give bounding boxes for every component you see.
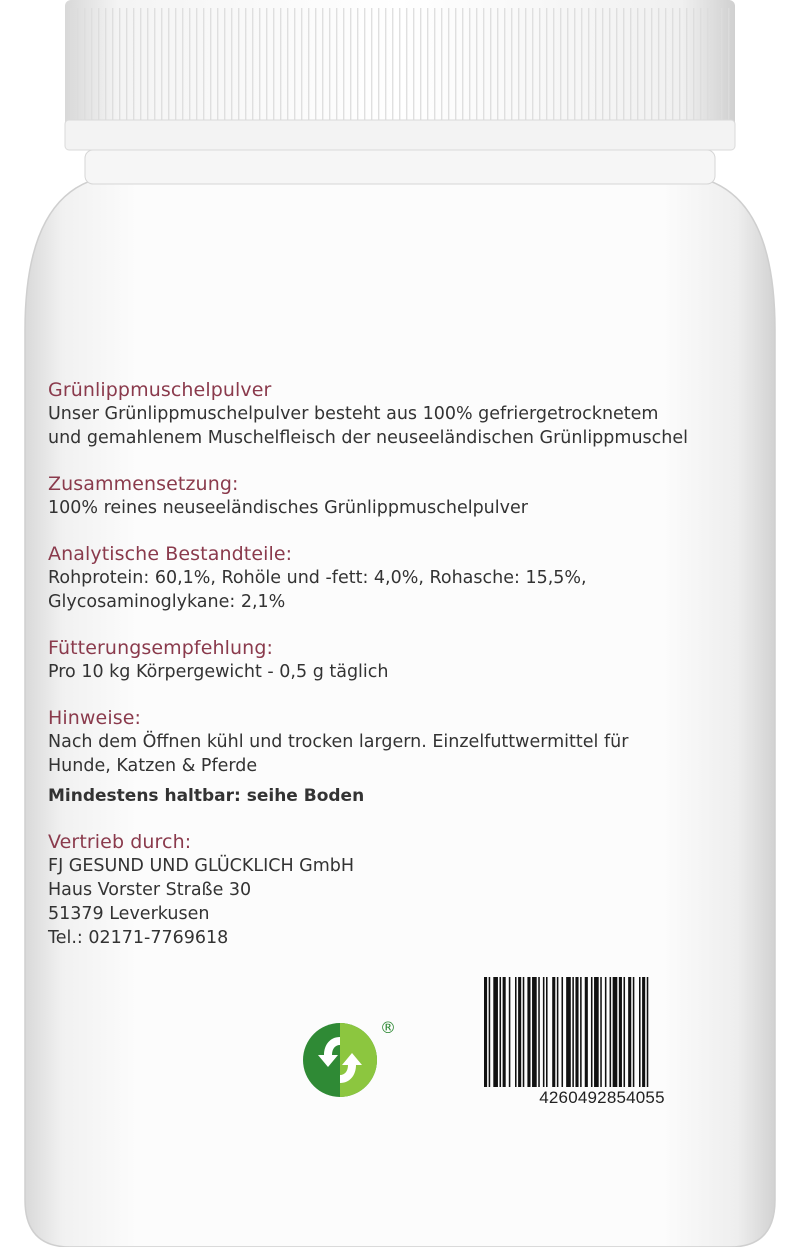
barcode-bar xyxy=(624,977,626,1087)
barcode-bar xyxy=(628,977,631,1087)
barcode-bar xyxy=(500,977,502,1087)
description-line: und gemahlenem Muschelfleisch der neuseeländischen Grünlippmuschel xyxy=(48,428,688,448)
barcode-bar xyxy=(493,977,498,1087)
barcode-bar xyxy=(580,977,582,1087)
barcode-bar xyxy=(605,977,607,1087)
best-before: Mindestens haltbar: seihe Boden xyxy=(48,786,365,806)
product-title: Grünlippmuschelpulver xyxy=(48,379,272,401)
barcode-bar xyxy=(619,977,622,1087)
feeding-text: Pro 10 kg Körpergewicht - 0,5 g täglich xyxy=(48,662,389,682)
barcode-number: 4260492854055 xyxy=(539,1088,665,1107)
bottle-neck xyxy=(85,150,715,184)
barcode-bar xyxy=(489,977,491,1087)
barcode-bar xyxy=(503,977,506,1087)
registered-mark: ® xyxy=(380,1018,396,1037)
company-city: 51379 Leverkusen xyxy=(48,904,210,924)
barcode-bar xyxy=(546,977,548,1087)
description-line: Unser Grünlippmuschelpulver besteht aus 100% gefriergetrocknetem xyxy=(48,404,659,424)
barcode-bar xyxy=(538,977,540,1087)
composition-heading: Zusammensetzung: xyxy=(48,473,239,495)
distribution-heading: Vertrieb durch: xyxy=(48,831,192,853)
barcode-bar xyxy=(639,977,641,1087)
notes-line: Hunde, Katzen & Pferde xyxy=(48,756,258,776)
barcode-bar xyxy=(642,977,645,1087)
barcode-bar xyxy=(613,977,618,1087)
barcode-bar xyxy=(557,977,559,1087)
company-street: Haus Vorster Straße 30 xyxy=(48,880,252,900)
bottle-cap-ribs xyxy=(70,8,730,126)
product-label-text xyxy=(48,378,748,972)
analytic-line: Rohprotein: 60,1%, Rohöle und -fett: 4,0%, Rohasche: 15,5%, xyxy=(48,568,587,588)
barcode-bar xyxy=(484,977,487,1087)
notes-line: Nach dem Öffnen kühl und trocken largern. Einzelfuttwermittel für xyxy=(48,732,629,752)
barcode-bar xyxy=(572,977,574,1087)
barcode-bar xyxy=(600,977,602,1087)
composition-text: 100% reines neuseeländisches Grünlippmuschelpulver xyxy=(48,498,528,518)
bottle-cap-rim xyxy=(65,120,735,150)
barcode-bar xyxy=(552,977,555,1087)
barcode-bar xyxy=(594,977,599,1087)
barcode-bar xyxy=(527,977,530,1087)
barcode-bar xyxy=(633,977,635,1087)
green-dot-icon xyxy=(300,1015,400,1100)
barcode-bar xyxy=(532,977,537,1087)
barcode-bar xyxy=(543,977,545,1087)
barcode-bar xyxy=(647,977,649,1087)
barcode xyxy=(482,977,722,1090)
barcode-bar xyxy=(518,977,521,1087)
barcode-bar xyxy=(610,977,612,1087)
barcode-bar xyxy=(591,977,593,1087)
company-phone: Tel.: 02171-7769618 xyxy=(48,928,229,948)
barcode-bar xyxy=(585,977,588,1087)
barcode-bar xyxy=(509,977,511,1087)
analytic-heading: Analytische Bestandteile: xyxy=(48,543,293,565)
barcode-bar xyxy=(566,977,571,1087)
barcode-bar xyxy=(523,977,525,1087)
barcode-bar xyxy=(515,977,517,1087)
analytic-line: Glycosaminoglykane: 2,1% xyxy=(48,592,286,612)
barcode-bar xyxy=(575,977,578,1087)
barcode-bar xyxy=(562,977,564,1087)
company-name: FJ GESUND UND GLÜCKLICH GmbH xyxy=(48,856,355,876)
notes-heading: Hinweise: xyxy=(48,707,142,729)
feeding-heading: Fütterungsempfehlung: xyxy=(48,637,273,659)
